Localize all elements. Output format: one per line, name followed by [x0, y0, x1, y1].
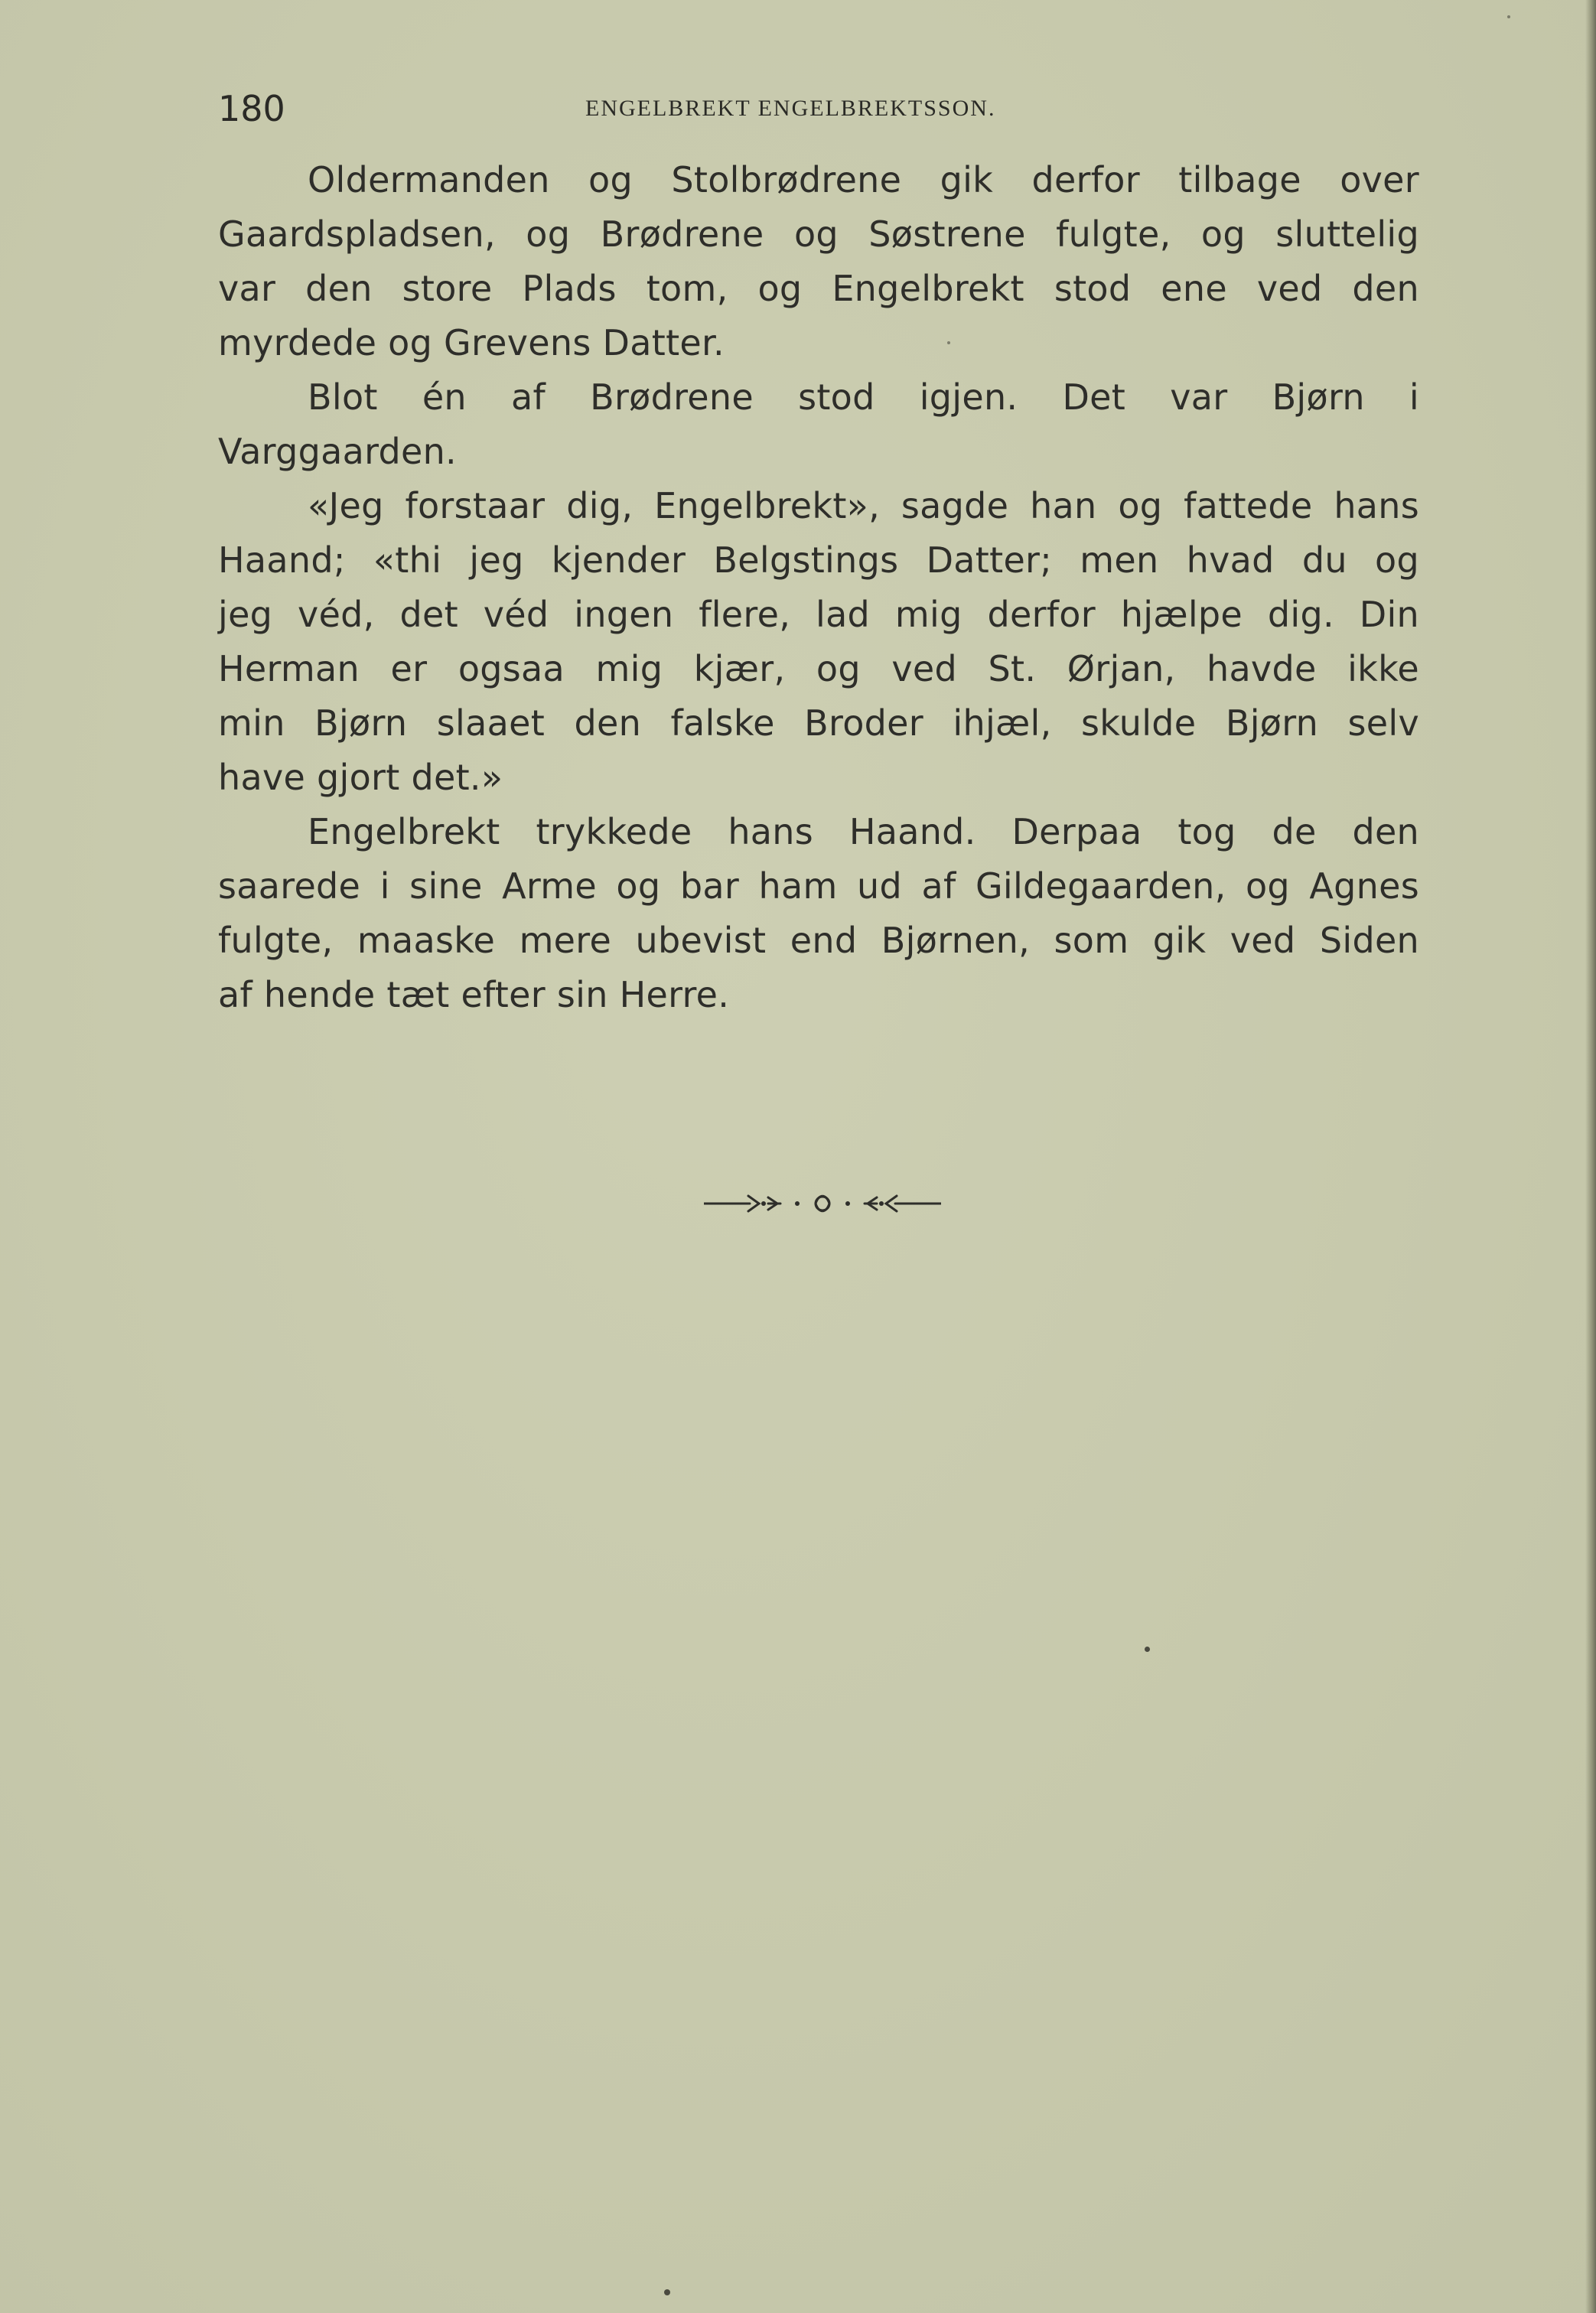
- text-line: saarede i sine Arme og bar ham ud af Gildegaarden, og Agnes: [218, 865, 1419, 907]
- text-line: Engelbrekt trykkede hans Haand. Derpaa tog de den: [308, 811, 1419, 852]
- page-number: 180: [218, 88, 285, 129]
- end-ornament-icon: [704, 1184, 941, 1223]
- paper-speck: [1507, 15, 1510, 18]
- page-edge-shadow: [1585, 0, 1596, 2313]
- text-line: af hende tæt efter sin Herre.: [218, 974, 730, 1015]
- text-line: fulgte, maaske mere ubevist end Bjørnen, som gik ved Siden: [218, 920, 1419, 961]
- page-header: [218, 86, 1419, 132]
- body-text: [218, 153, 1419, 1022]
- paper-speck: [947, 341, 950, 344]
- running-title: ENGELBREKT ENGELBREKTSSON.: [585, 96, 996, 121]
- text-line: myrdede og Grevens Datter.: [218, 322, 725, 363]
- text-line: have gjort det.»: [218, 757, 503, 798]
- text-line: Gaardspladsen, og Brødrene og Søstrene fulgte, og sluttelig: [218, 213, 1419, 255]
- paper-speck: [1145, 1647, 1150, 1652]
- text-line: Blot én af Brødrene stod igjen. Det var Bjørn i: [308, 376, 1419, 418]
- text-line: var den store Plads tom, og Engelbrekt stod ene ved den: [218, 268, 1419, 309]
- text-line: jeg véd, det véd ingen flere, lad mig derfor hjælpe dig. Din: [218, 594, 1419, 635]
- text-line: Haand; «thi jeg kjender Belgstings Datter; men hvad du og: [218, 539, 1419, 581]
- text-line: «Jeg forstaar dig, Engelbrekt», sagde han og fattede hans: [308, 485, 1419, 526]
- text-line: min Bjørn slaaet den falske Broder ihjæl, skulde Bjørn selv: [218, 702, 1419, 744]
- paper-speck: [664, 2289, 670, 2295]
- text-line: Varggaarden.: [218, 431, 457, 472]
- text-line: Oldermanden og Stolbrødrene gik derfor tilbage over: [308, 159, 1419, 200]
- text-line: Herman er ogsaa mig kjær, og ved St. Ørjan, havde ikke: [218, 648, 1419, 689]
